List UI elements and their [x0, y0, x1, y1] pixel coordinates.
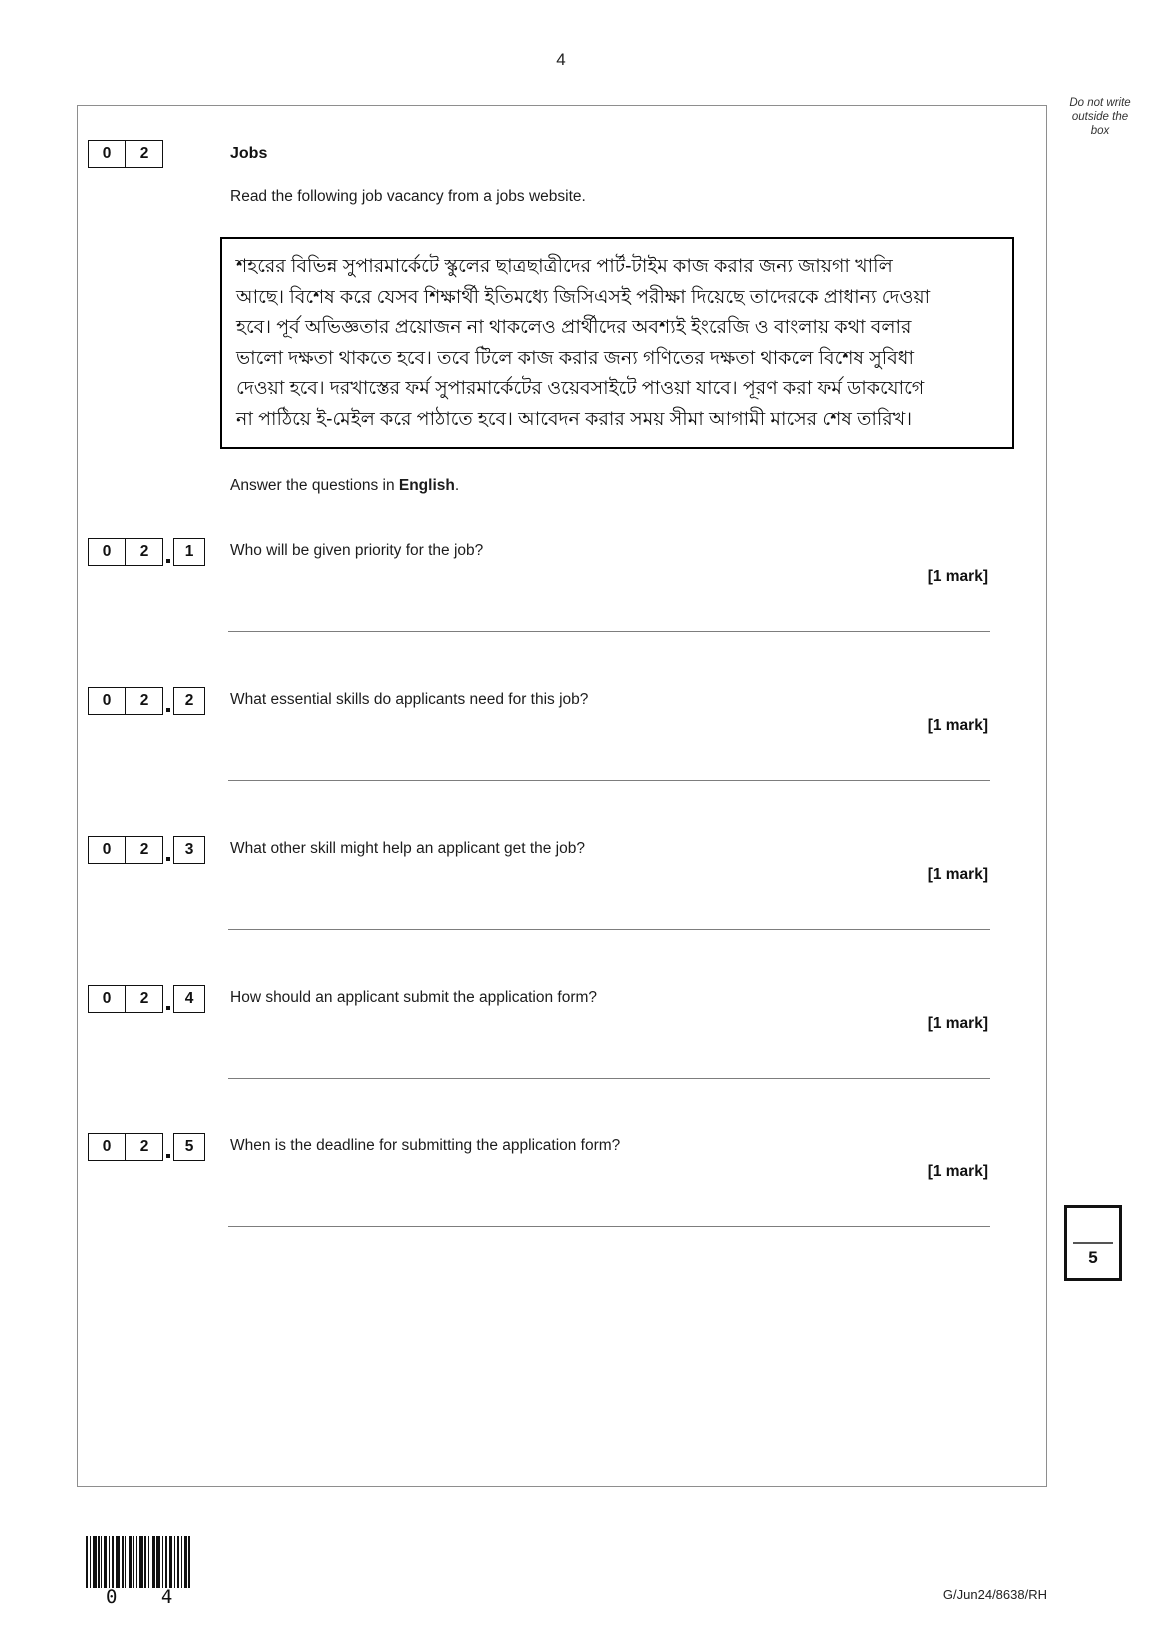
question-digit: 0 [102, 841, 112, 858]
question-digit: 2 [125, 1134, 162, 1160]
sub-question-number [88, 1133, 205, 1161]
question-digit: 2 [125, 141, 162, 167]
number-separator-dot [166, 559, 170, 563]
total-marks-line [1073, 1242, 1113, 1244]
passage-line: ভালো দক্ষতা থাকতে হবে। তবে টিলে কাজ করার জন্য গণিতের দক্ষতা থাকলে বিশেষ সুবিধা [236, 347, 914, 369]
sub-question-digit: 5 [173, 1133, 205, 1161]
passage-line: দেওয়া হবে। দরখাস্তের ফর্ম সুপারমার্কেটের ওয়েবসাইটে পাওয়া যাবে। পূরণ করা ফর্ম ডাকযোগে [236, 378, 925, 399]
question-digit: 0 [102, 1138, 112, 1155]
question-number-boxes [88, 140, 163, 168]
answer-line [228, 779, 990, 781]
passage-line: শহরের বিভিন্ন সুপারমার্কেটে স্কুলের ছাত্রছাত্রীদের পার্ট-টাইম কাজ করার জন্য জায়গা খালি [236, 256, 893, 277]
margin-note-line: box [1090, 125, 1110, 137]
sub-question-text: How should an applicant submit the application form? [230, 989, 598, 1006]
sub-question-text: What essential skills do applicants need for this job? [230, 691, 589, 708]
barcode-label: 0 4 [106, 1586, 189, 1608]
question-number-02 [88, 140, 163, 168]
number-separator-dot [166, 857, 170, 861]
mark-allocation: [1 mark] [927, 866, 988, 883]
sub-question-number [88, 836, 205, 864]
paper-reference-code: G/Jun24/8638/RH [942, 1587, 1047, 1602]
barcode [86, 1536, 191, 1593]
question-intro: Read the following job vacancy from a jobs website. [230, 188, 586, 205]
sub-question-02-4 [77, 985, 1045, 1085]
number-separator-dot [166, 1006, 170, 1010]
passage-line: আছে। বিশেষ করে যেসব শিক্ষার্থী ইতিমধ্যে জিসিএসই পরীক্ষা দিয়েছে তাদেরকে প্রাধান্য দেওয়া [236, 286, 931, 308]
margin-note-line: outside the [1071, 111, 1129, 123]
instruction-prefix: Answer the questions in [230, 477, 399, 494]
sub-question-digit: 4 [173, 985, 205, 1013]
sub-question-02-1 [77, 538, 1045, 638]
question-digit: 2 [125, 837, 162, 863]
sub-question-text: Who will be given priority for the job? [230, 542, 484, 559]
instruction-language: English [398, 477, 455, 494]
mark-allocation: [1 mark] [927, 1163, 988, 1180]
instruction-suffix: . [454, 477, 460, 494]
sub-question-text: What other skill might help an applicant get the job? [230, 840, 585, 857]
question-digit: 2 [125, 688, 162, 714]
sub-question-number [88, 538, 205, 566]
mark-allocation: [1 mark] [927, 717, 988, 734]
total-marks-value: 5 [1088, 1248, 1098, 1267]
margin-note-line: Do not write [1069, 97, 1131, 109]
sub-question-number [88, 687, 205, 715]
question-digit: 2 [125, 986, 162, 1012]
answer-instruction [230, 477, 459, 495]
sub-question-text: When is the deadline for submitting the application form? [230, 1137, 621, 1154]
answer-line [228, 1077, 990, 1079]
sub-question-digit: 1 [173, 538, 205, 566]
passage-line: না পাঠিয়ে ই-মেইল করে পাঠাতে হবে। আবেদন করার সময় সীমা আগামী মাসের শেষ তারিখ। [236, 408, 913, 430]
answer-line [228, 1225, 990, 1227]
total-marks-box [1064, 1205, 1122, 1281]
sub-question-digit: 2 [173, 687, 205, 715]
number-separator-dot [166, 708, 170, 712]
sub-question-02-5 [77, 1133, 1045, 1233]
mark-allocation: [1 mark] [927, 1015, 988, 1032]
passage-box [220, 237, 1014, 449]
answer-line [228, 630, 990, 632]
question-digit: 0 [102, 692, 112, 709]
question-title: Jobs [230, 145, 268, 162]
question-digit: 2 [125, 539, 162, 565]
sub-question-digit: 3 [173, 836, 205, 864]
page-number: 4 [556, 50, 566, 69]
sub-question-number [88, 985, 205, 1013]
passage-line: হবে। পূর্ব অভিজ্ঞতার প্রয়োজন না থাকলেও প্রার্থীদের অবশ্যই ইংরেজি ও বাংলায় কথা বলার [236, 317, 912, 338]
sub-question-02-2 [77, 687, 1045, 787]
mark-allocation: [1 mark] [927, 568, 988, 585]
margin-note [1048, 96, 1152, 138]
question-digit: 0 [102, 145, 112, 162]
answer-line [228, 928, 990, 930]
question-digit: 0 [102, 990, 112, 1007]
question-digit: 0 [102, 543, 112, 560]
sub-question-02-3 [77, 836, 1045, 936]
number-separator-dot [166, 1154, 170, 1158]
